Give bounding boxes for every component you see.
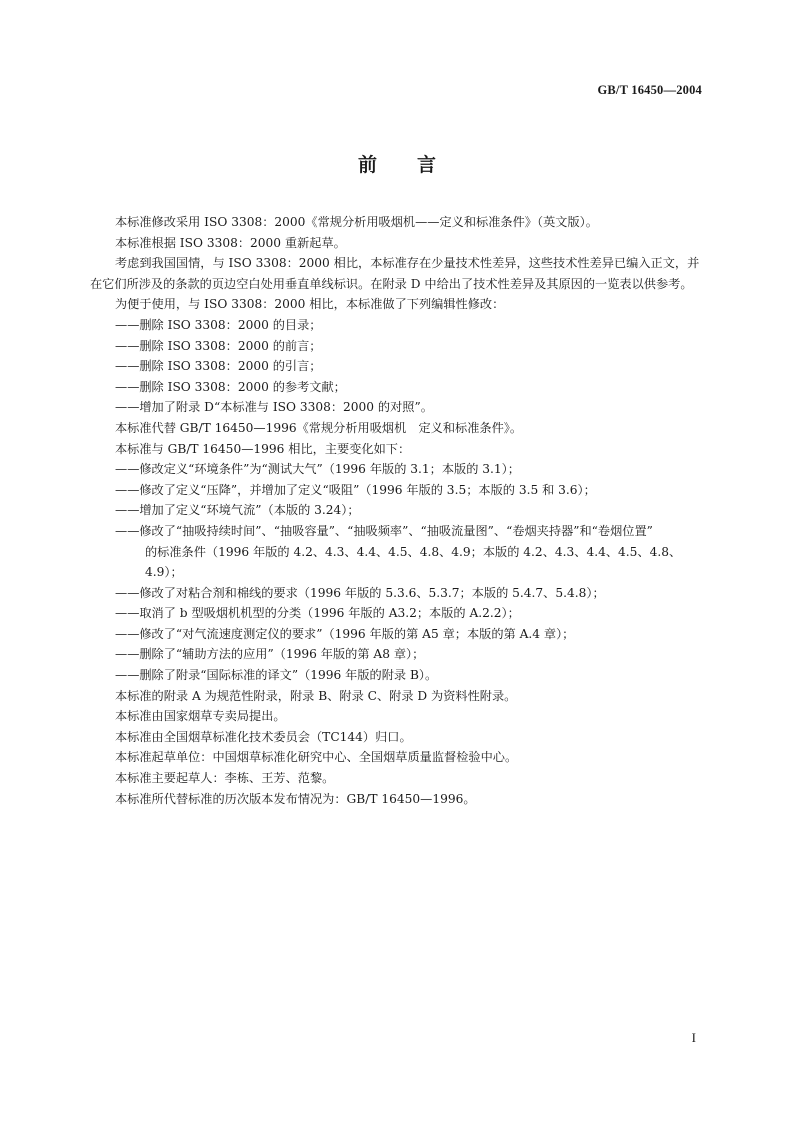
paragraph: 本标准由国家烟草专卖局提出。 [115, 709, 286, 724]
list-item: ——删除了附录“国际标准的译文”（1996 年版的附录 B）。 [115, 668, 438, 683]
paragraph: 本标准根据 ISO 3308：2000 重新起草。 [115, 235, 346, 250]
list-item: ——修改定义“环境条件”为“测试大气”（1996 年版的 3.1；本版的 3.1）； [115, 462, 520, 477]
list-item: ——取消了 b 型吸烟机机型的分类（1996 年版的 A3.2；本版的 A.2.2）； [115, 606, 520, 621]
list-item: ——修改了“抽吸持续时间”、“抽吸容量”、“抽吸频率”、“抽吸流量图”、“卷烟夹持器”和“卷烟位置” [115, 523, 653, 538]
foreword-body [90, 212, 704, 809]
list-item: ——增加了附录 D“本标准与 ISO 3308：2000 的对照”。 [115, 400, 433, 415]
standard-code: GB/T 16450—2004 [597, 83, 702, 97]
list-item: ——删除 ISO 3308：2000 的参考文献； [115, 379, 346, 394]
list-item: ——删除 ISO 3308：2000 的目录； [115, 317, 322, 332]
paragraph: 为便于使用，与 ISO 3308：2000 相比，本标准做了下列编辑性修改： [115, 297, 505, 312]
list-item: ——修改了定义“压降”，并增加了定义“吸阻”（1996 年版的 3.5；本版的 3.5 和 3.6）； [115, 482, 596, 497]
list-item: ——删除了“辅助方法的应用”（1996 年版的第 A8 章）； [115, 647, 425, 662]
paragraph: 本标准与 GB/T 16450—1996 相比，主要变化如下： [115, 441, 411, 456]
list-item: ——增加了定义“环境气流”（本版的 3.24）； [115, 503, 360, 518]
list-item: ——删除 ISO 3308：2000 的前言； [115, 338, 322, 353]
paragraph: 本标准修改采用 ISO 3308：2000《常规分析用吸烟机——定义和标准条件》（英文版）。 [115, 215, 598, 229]
title-char-2: 言 [417, 154, 437, 176]
page-title [0, 150, 794, 177]
paragraph: 本标准的附录 A 为规范性附录，附录 B、附录 C、附录 D 为资料性附录。 [115, 688, 517, 703]
paragraph: 本标准起草单位：中国烟草标准化研究中心、全国烟草质量监督检验中心。 [115, 750, 518, 765]
paragraph: 本标准所代替标准的历次版本发布情况为：GB/T 16450—1996。 [115, 791, 476, 806]
list-item: ——修改了“对气流速度测定仪的要求”（1996 年版的第 A5 章；本版的第 A.4 章）； [115, 626, 575, 641]
list-item: ——删除 ISO 3308：2000 的引言； [115, 359, 322, 374]
paragraph: 本标准主要起草人：李栋、王芳、范黎。 [115, 771, 335, 786]
list-item-continuation: 的标准条件（1996 年版的 4.2、4.3、4.4、4.5、4.8、4.9；本版的 4.2、4.3、4.4、4.5、4.8、4.9）； [145, 544, 682, 580]
title-char-1: 前 [357, 154, 377, 176]
paragraph: 考虑到我国国情，与 ISO 3308：2000 相比，本标准存在少量技术性差异，这些技术性差异已编入正文，并在它们所涉及的条款的页边空白处用垂直单线标识。在附录 D 中给出了技术性差异及其原因的一览表以供参考。 [90, 256, 700, 291]
paragraph: 本标准代替 GB/T 16450—1996《常规分析用吸烟机 定义和标准条件》。 [115, 420, 523, 435]
paragraph: 本标准由全国烟草标准化技术委员会（TC144）归口。 [115, 729, 412, 744]
list-item: ——修改了对粘合剂和棉线的要求（1996 年版的 5.3.6、5.3.7；本版的 5.4.7、5.4.8）； [115, 585, 605, 600]
page-number: I [691, 1030, 696, 1045]
